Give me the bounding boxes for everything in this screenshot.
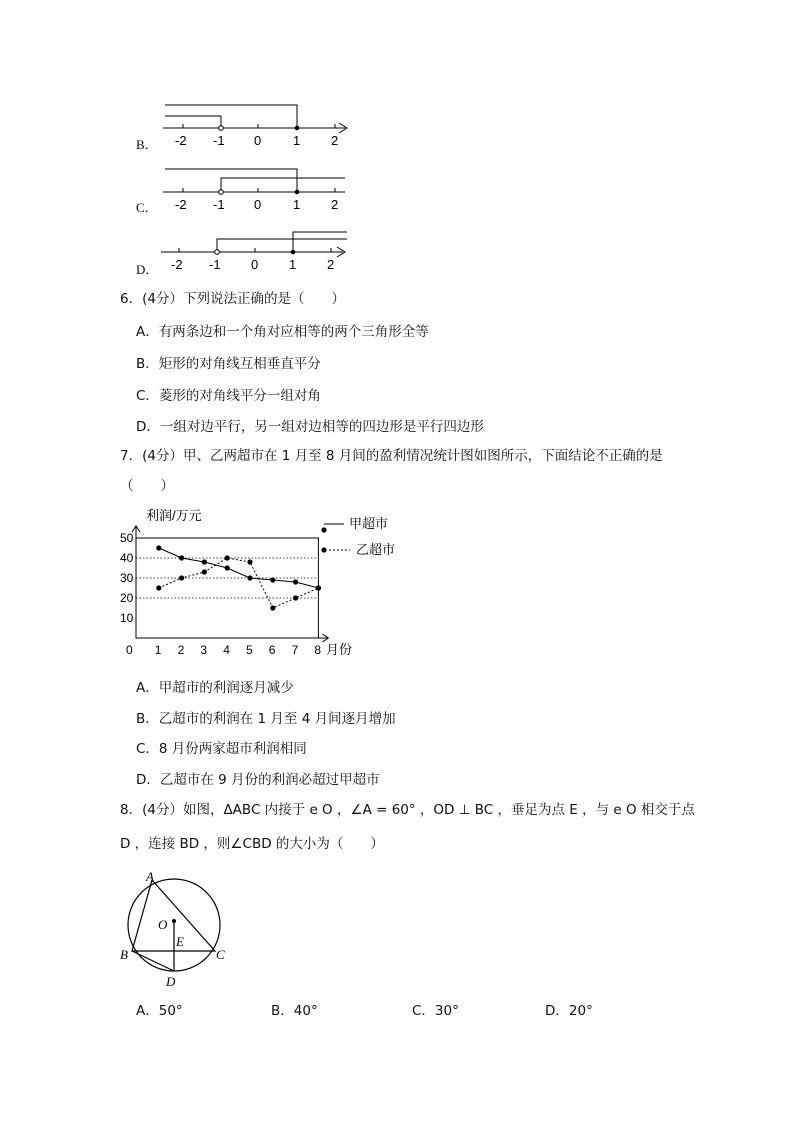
- tick-label: 2: [331, 197, 339, 212]
- tick-label: -2: [175, 197, 187, 212]
- q7-option-a: A．甲超市的利润逐月减少: [136, 680, 294, 696]
- data-point: [293, 595, 298, 600]
- q8-option-d: D．20°: [545, 1003, 593, 1019]
- option-letter: D．: [136, 262, 159, 277]
- segment-bd: [132, 951, 174, 971]
- x-axis-label: 月份: [326, 642, 353, 657]
- label-c: C: [216, 947, 225, 962]
- q6-option-c: C．菱形的对角线平分一组对角: [136, 388, 321, 404]
- q7-option-d: D．乙超市在 9 月份的利润必超过甲超市: [136, 772, 380, 788]
- y-tick-label: 30: [120, 571, 134, 585]
- data-point: [156, 585, 161, 590]
- tick-label: -2: [175, 133, 187, 148]
- data-point: [225, 565, 230, 570]
- tick-label: 1: [293, 133, 301, 148]
- option-letter: C．: [136, 200, 158, 215]
- tick-label: -1: [213, 197, 225, 212]
- x-tick-label: 1: [154, 643, 162, 657]
- data-point: [270, 605, 275, 610]
- data-point: [179, 555, 184, 560]
- x-tick-label: 8: [314, 643, 322, 657]
- number-line-b: [155, 100, 360, 152]
- label-o: O: [158, 917, 168, 932]
- data-point: [247, 559, 252, 564]
- q6-option-a: A．有两条边和一个角对应相等的两个三角形全等: [136, 324, 429, 340]
- tick-label: 1: [289, 257, 297, 272]
- tick-label: -1: [209, 257, 221, 272]
- q8-option-c: C．30°: [412, 1003, 459, 1019]
- q8-option-a: A．50°: [136, 1003, 183, 1019]
- number-line-c: [155, 164, 360, 216]
- x-tick-label: 7: [291, 643, 299, 657]
- tick-label: 0: [254, 133, 262, 148]
- data-point: [293, 579, 298, 584]
- option-letter: B．: [136, 137, 158, 152]
- y-tick-label: 10: [120, 611, 134, 625]
- y-tick-label: 50: [120, 531, 134, 545]
- y-tick-label: 20: [120, 591, 134, 605]
- data-point: [270, 577, 275, 582]
- q7-option-b: B．乙超市的利润在 1 月至 4 月间逐月增加: [136, 711, 396, 727]
- data-point: [179, 575, 184, 580]
- question-8-stem: 8．(4分）如图，ΔABC 内接于 e O ，∠A = 60° ，OD ⊥ BC ，垂足为点 E ，与 e O 相交于点: [120, 802, 695, 818]
- legend-marker-2: [321, 547, 326, 552]
- question-8-stem-cont: D ，连接 BD ，则∠CBD 的大小为（ ）: [120, 836, 384, 852]
- legend-label-1: 甲超市: [349, 516, 389, 531]
- label-e: E: [176, 934, 184, 949]
- label-b: B: [120, 947, 128, 962]
- legend-label-2: 乙超市: [356, 542, 396, 557]
- q6-option-b: B．矩形的对角线互相垂直平分: [136, 356, 321, 372]
- data-point: [225, 555, 230, 560]
- data-point: [202, 569, 207, 574]
- legend-marker-1: [321, 527, 326, 532]
- tick-label: -1: [213, 133, 225, 148]
- x-tick-label: 0: [126, 643, 133, 657]
- question-7-stem: 7．(4分）甲、乙两超市在 1 月至 8 月间的盈利情况统计图如图所示，下面结论不正确的是: [120, 448, 663, 464]
- profit-line-chart: [112, 502, 412, 662]
- tick-label: 0: [254, 197, 262, 212]
- question-6-stem: 6．(4分）下列说法正确的是（ ）: [120, 291, 345, 307]
- plot-frame: [136, 538, 318, 638]
- tick-label: -2: [171, 257, 183, 272]
- question-7-stem-cont: （ ）: [120, 478, 174, 494]
- x-tick-label: 6: [268, 643, 276, 657]
- tick-label: 2: [331, 133, 339, 148]
- circle-geometry-figure: [112, 866, 242, 996]
- number-line-d: [155, 228, 360, 280]
- x-tick-label: 2: [177, 643, 185, 657]
- q6-option-d: D．一组对边平行，另一组对边相等的四边形是平行四边形: [136, 419, 484, 435]
- tick-label: 2: [327, 257, 335, 272]
- x-tick-label: 4: [223, 643, 230, 657]
- x-tick-label: 3: [200, 643, 208, 657]
- y-tick-label: 40: [120, 551, 134, 565]
- q7-option-c: C．8 月份两家超市利润相同: [136, 741, 307, 757]
- q8-option-b: B．40°: [271, 1003, 318, 1019]
- tick-label: 1: [293, 197, 301, 212]
- tick-label: 0: [251, 257, 259, 272]
- x-tick-label: 5: [246, 643, 253, 657]
- data-point: [316, 585, 321, 590]
- label-a: A: [146, 869, 154, 884]
- y-axis-label: 利润/万元: [146, 508, 202, 523]
- data-point: [202, 559, 207, 564]
- data-point: [156, 545, 161, 550]
- label-d: D: [166, 974, 176, 989]
- data-point: [247, 575, 252, 580]
